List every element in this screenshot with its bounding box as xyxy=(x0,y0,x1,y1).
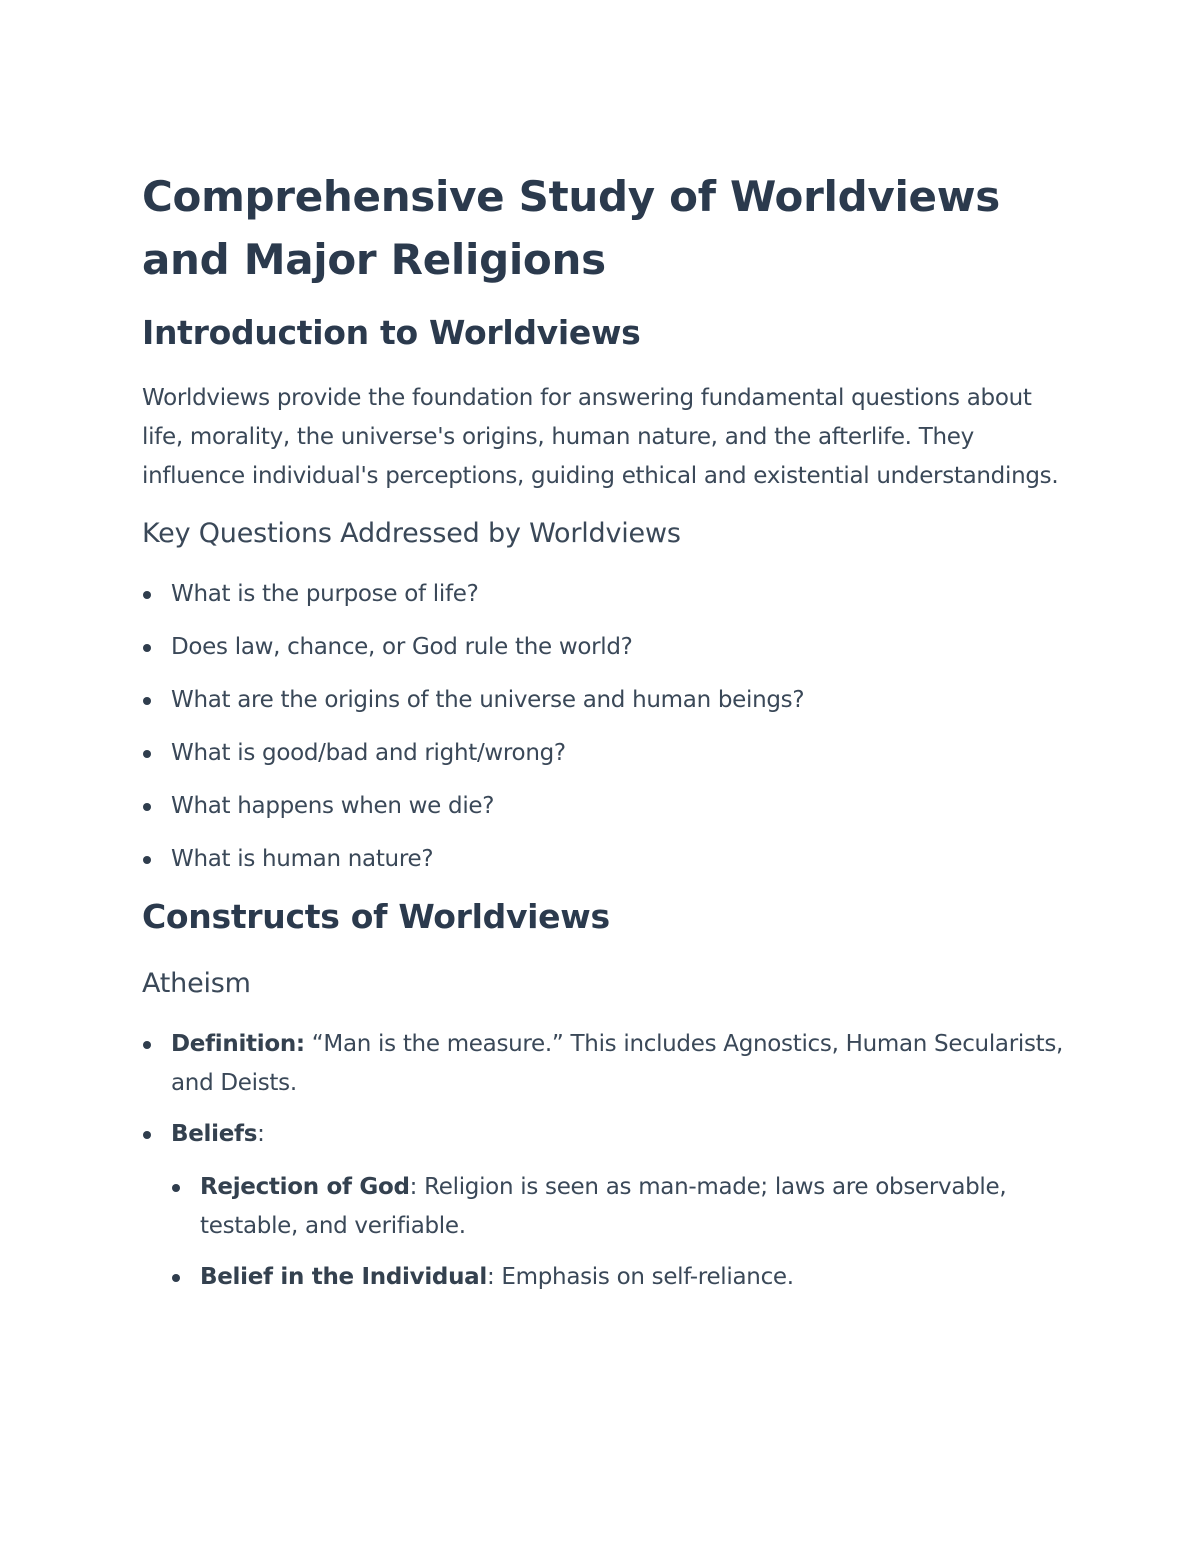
bullet-icon xyxy=(143,1041,151,1049)
key-questions-list xyxy=(142,575,1072,879)
belief-item xyxy=(171,1258,1072,1297)
definition-text: “Man is the measure.” This includes Agnostics, Human Secularists, and Deists. xyxy=(171,1031,1064,1096)
question-text: What happens when we die? xyxy=(171,793,495,819)
key-questions-heading: Key Questions Addressed by Worldviews xyxy=(142,518,681,549)
question-text: What is good/bad and right/wrong? xyxy=(171,740,566,766)
list-item xyxy=(142,681,1072,720)
beliefs-item xyxy=(142,1115,1072,1297)
question-text: What is human nature? xyxy=(171,846,434,872)
belief-text: : Religion is seen as man-made; laws are observable, testable, and verifiable. xyxy=(200,1174,1007,1239)
definition-label: Definition: xyxy=(171,1031,305,1057)
bullet-icon xyxy=(143,750,151,758)
document-page xyxy=(142,165,1072,1309)
list-item xyxy=(142,575,1072,614)
list-item xyxy=(142,628,1072,667)
beliefs-colon: : xyxy=(257,1121,265,1147)
bullet-icon xyxy=(143,803,151,811)
beliefs-label: Beliefs xyxy=(171,1121,258,1147)
intro-heading: Introduction to Worldviews xyxy=(142,313,641,352)
atheism-heading: Atheism xyxy=(142,968,251,999)
question-text: What are the origins of the universe and human beings? xyxy=(171,687,805,713)
intro-paragraph: Worldviews provide the foundation for answering fundamental questions about life, morality, the universe's origins, human nature, and the afterlife. They influence individual's perceptions, guiding ethical and existential understandings. xyxy=(142,385,1059,489)
bullet-icon xyxy=(143,697,151,705)
definition-item xyxy=(142,1025,1072,1103)
atheism-list xyxy=(142,1025,1072,1297)
bullet-icon xyxy=(172,1274,180,1282)
belief-label: Belief in the Individual xyxy=(200,1264,487,1290)
bullet-icon xyxy=(172,1184,180,1192)
question-text: What is the purpose of life? xyxy=(171,581,479,607)
list-item xyxy=(142,787,1072,826)
belief-text: : Emphasis on self-reliance. xyxy=(486,1264,794,1290)
beliefs-sublist xyxy=(171,1168,1072,1297)
list-item xyxy=(142,734,1072,773)
document-title: Comprehensive Study of Worldviews and Major Religions xyxy=(142,172,1000,284)
bullet-icon xyxy=(143,856,151,864)
bullet-icon xyxy=(143,1131,151,1139)
bullet-icon xyxy=(143,644,151,652)
belief-label: Rejection of God xyxy=(200,1174,410,1200)
belief-item xyxy=(171,1168,1072,1246)
bullet-icon xyxy=(143,591,151,599)
question-text: Does law, chance, or God rule the world? xyxy=(171,634,633,660)
list-item xyxy=(142,840,1072,879)
constructs-heading: Constructs of Worldviews xyxy=(142,897,610,936)
